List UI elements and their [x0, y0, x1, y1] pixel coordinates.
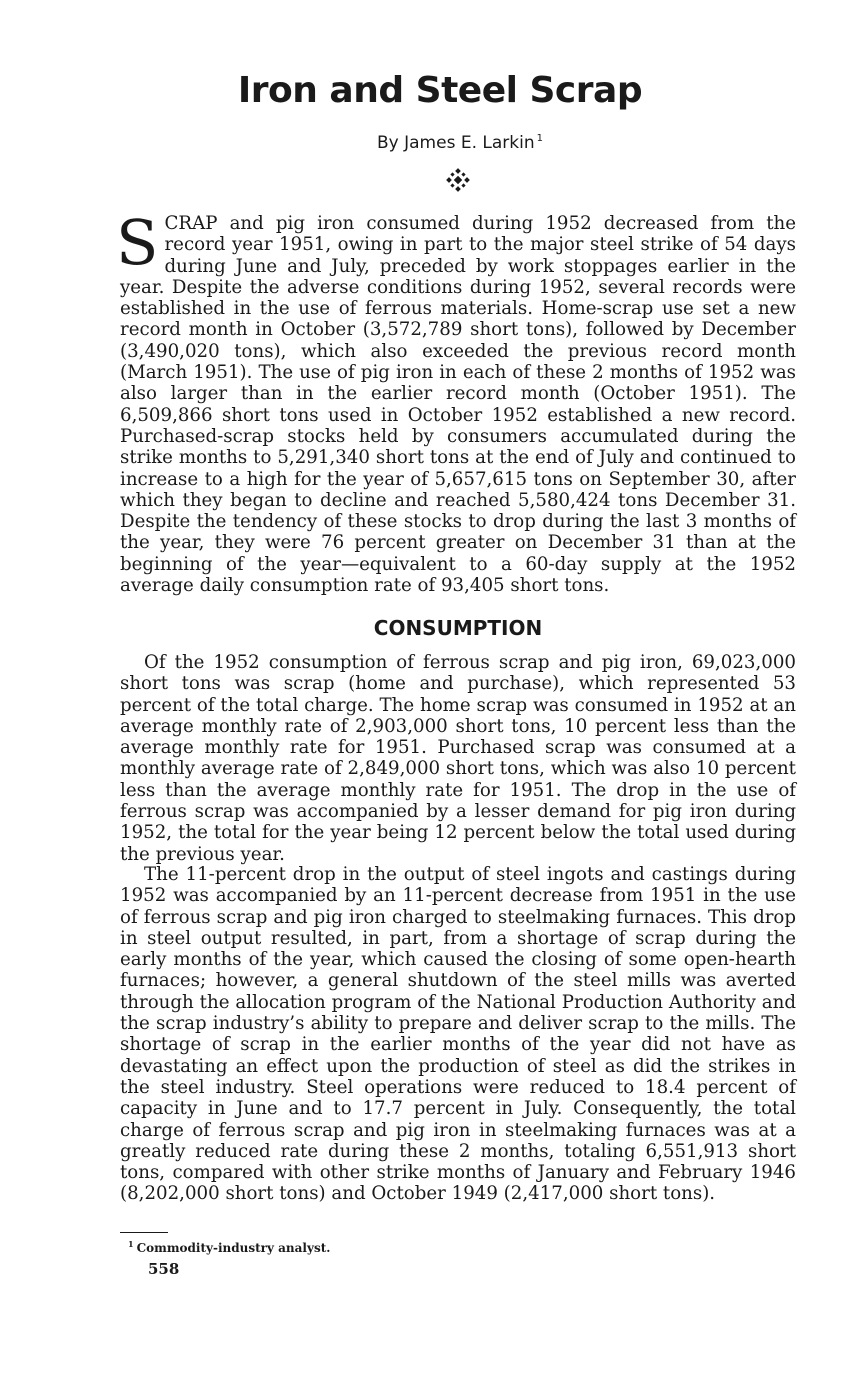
page-number: 558	[148, 1260, 180, 1278]
drop-cap: S	[116, 206, 159, 279]
footnote-text: Commodity-industry analyst.	[136, 1241, 331, 1255]
decorative-flower-icon	[446, 168, 470, 192]
footnote-marker: 1	[128, 1239, 134, 1249]
intro-paragraph	[116, 206, 796, 597]
footnote	[128, 1239, 330, 1255]
byline-footnote-marker: 1	[536, 133, 543, 145]
consumption-paragraph-1: Of the 1952 consumption of ferrous scrap and pig iron, 69,023,000 short tons was scrap (home and purchase), which represented 53 percent of the total charge. The home scrap was consumed in 1952 at an average monthly rate of 2,903,000 short tons, 10 percent less than the average monthly rate for 1951. Purchased scrap was consumed at a monthly average rate of 2,849,000 short tons, which was also 10 percent less than the average monthly rate for 1951. The drop in the use of ferrous scrap was accompanied by a lesser demand for pig iron during 1952, the total for the year being 12 percent below the total used during the previous year.	[120, 652, 796, 865]
section-heading: CONSUMPTION	[373, 616, 543, 640]
footnote-divider	[120, 1232, 168, 1233]
consumption-paragraph-2: The 11-percent drop in the output of steel ingots and castings during 1952 was accompanied by an 11-percent decrease from 1951 in the use of ferrous scrap and pig iron charged to steelmaking furnaces. This drop in steel output resulted, in part, from a shortage of scrap during the early months of the year, which caused the closing of some open-hearth furnaces; however, a general shutdown of the steel mills was averted through the allocation program of the National Production Authority and the scrap industry’s ability to prepare and deliver scrap to the mills. The shortage of scrap in the earlier months of the year did not have as devastating an effect upon the production of steel as did the strikes in the steel industry. Steel operations were reduced to 18.4 percent of capacity in June and to 17.7 percent in July. Consequently, the total charge of ferrous scrap and pig iron in steelmaking furnaces was at a greatly reduced rate during these 2 months, totaling 6,551,913 short tons, compared with other strike months of January and February 1946 (8,202,000 short tons) and October 1949 (2,417,000 short tons).	[120, 864, 796, 1205]
author-name: By James E. Larkin	[377, 133, 535, 153]
article-byline	[260, 133, 660, 153]
intro-text: CRAP and pig iron consumed during 1952 decreased from the record year 1951, owing in part to the major steel strike of 54 days during June and July, preceded by work stoppages earlier in the year. Despite the adverse conditions during 1952, several records were established in the use of ferrous materials. Home-scrap use set a new record month in October (3,572,789 short tons), followed by December (3,490,020 tons), which also exceeded the previous record month (March 1951). The use of pig iron in each of these 2 months of 1952 was also larger than in the earlier record month (October 1951). The 6,509,866 short tons used in October 1952 established a new record. Purchased-scrap stocks held by consumers accumulated during the strike months to 5,291,340 short tons at the end of July and continued to increase to a high for the year of 5,657,615 tons on September 30, after which they began to decline and reached 5,580,424 tons December 31. Despite the tendency of these stocks to drop during the last 3 months of the year, they were 76 percent greater on December 31 than at the beginning of the year—equivalent to a 60-day supply at the 1952 average daily consumption rate of 93,405 short tons.	[120, 213, 796, 597]
article-title: Iron and Steel Scrap	[237, 70, 643, 111]
